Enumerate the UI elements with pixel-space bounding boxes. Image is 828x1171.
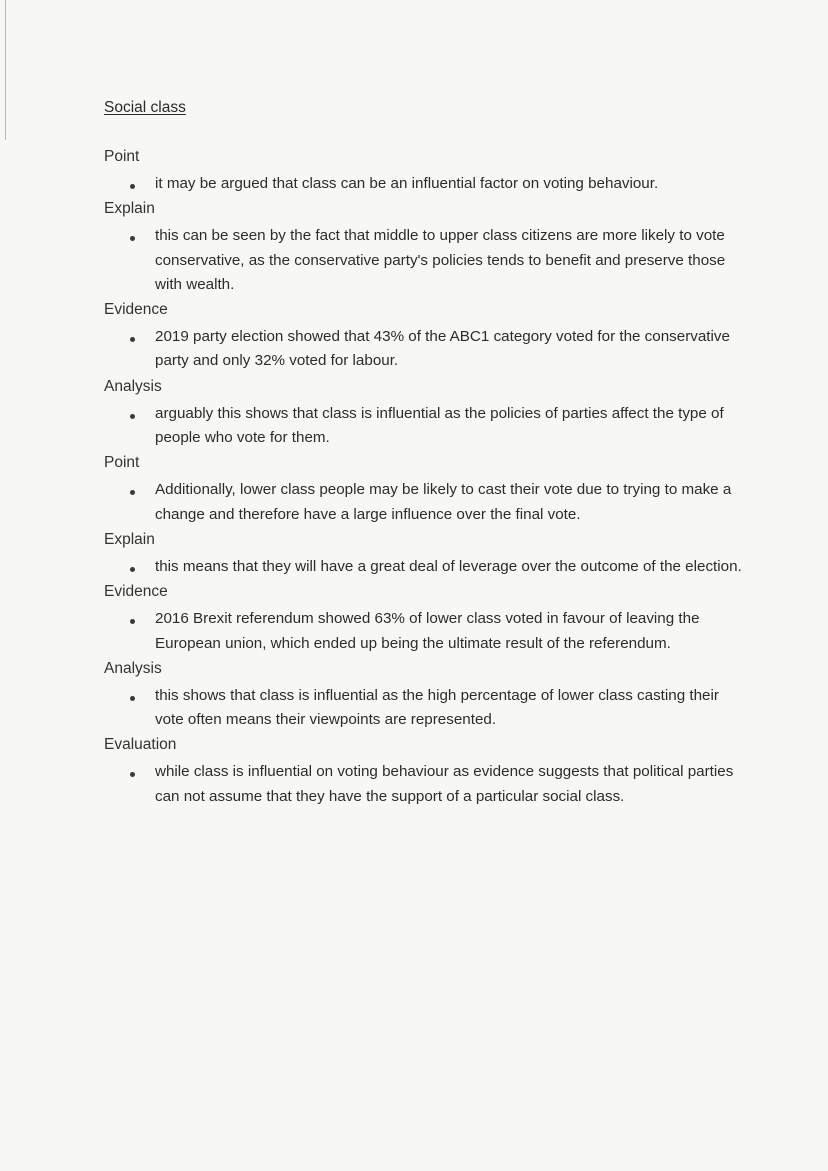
section-point-1 (104, 146, 744, 196)
bullet-icon (130, 236, 135, 241)
section-label: Analysis (104, 659, 162, 677)
bullet-item (104, 402, 744, 451)
bullet-text: it may be argued that class can be an influential factor on voting behaviour. (155, 175, 659, 192)
section-explain-1 (104, 198, 744, 297)
section-evidence-1 (104, 299, 744, 374)
bullet-text: this can be seen by the fact that middle to upper class citizens are more likely to vote conservative, as the conservative party's policies tends to benefit and preserve those with wealth. (155, 227, 726, 293)
section-label: Evaluation (104, 736, 177, 754)
bullet-item (104, 325, 744, 374)
bullet-list (104, 478, 744, 527)
bullet-icon (130, 490, 135, 495)
bullet-list (104, 555, 744, 579)
bullet-item (104, 224, 744, 297)
section-label: Point (104, 454, 140, 472)
section-label: Analysis (104, 377, 162, 395)
bullet-list (104, 325, 744, 374)
document-content (104, 98, 744, 811)
bullet-text: this shows that class is influential as the high percentage of lower class casting their vote often means their viewpoints are represented. (155, 686, 719, 729)
bullet-text: arguably this shows that class is influential as the policies of parties affect the type of people who vote for them. (155, 404, 724, 447)
section-point-2 (104, 452, 744, 527)
bullet-list (104, 760, 744, 809)
bullet-text: Additionally, lower class people may be likely to cast their vote due to trying to make a change and therefore have a large influence over the final vote. (155, 481, 732, 523)
bullet-item (104, 172, 744, 196)
section-label: Point (104, 148, 140, 165)
section-evidence-2 (104, 581, 744, 656)
scan-edge-line (5, 0, 6, 140)
section-evaluation (104, 734, 744, 809)
bullet-icon (130, 619, 135, 624)
bullet-item (104, 478, 744, 527)
bullet-text: while class is influential on voting behaviour as evidence suggests that political parties can not assume that they have the support of a particular social class. (155, 763, 734, 805)
bullet-icon (130, 567, 135, 572)
bullet-list (104, 172, 744, 196)
section-analysis-2 (104, 658, 744, 733)
bullet-icon (130, 414, 135, 419)
section-label: Evidence (104, 583, 168, 601)
bullet-icon (130, 772, 135, 777)
bullet-text: 2019 party election showed that 43% of the ABC1 category voted for the conservative party and only 32% voted for labour. (155, 328, 730, 370)
bullet-list (104, 224, 744, 297)
section-label: Explain (104, 530, 155, 548)
section-analysis-1 (104, 376, 744, 451)
bullet-icon (130, 184, 135, 189)
bullet-item (104, 684, 744, 733)
bullet-list (104, 684, 744, 733)
bullet-text: this means that they will have a great deal of leverage over the outcome of the election. (155, 557, 742, 575)
document-title: Social class (104, 99, 186, 116)
section-label: Explain (104, 200, 155, 218)
section-label: Evidence (104, 301, 168, 319)
bullet-list (104, 402, 744, 451)
bullet-item (104, 760, 744, 809)
bullet-text: 2016 Brexit referendum showed 63% of lower class voted in favour of leaving the European union, which ended up being the ultimate result of the referendum. (155, 610, 700, 652)
bullet-icon (130, 337, 135, 342)
section-explain-2 (104, 529, 744, 579)
bullet-list (104, 607, 744, 656)
bullet-icon (130, 696, 135, 701)
bullet-item (104, 555, 744, 579)
bullet-item (104, 607, 744, 656)
